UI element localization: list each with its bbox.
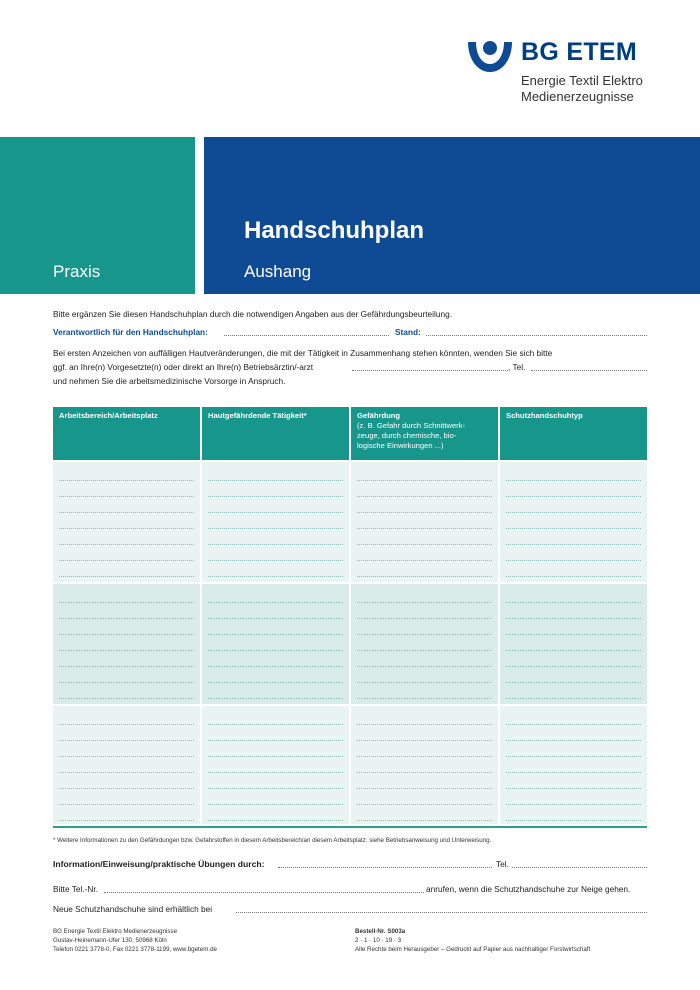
cell-entry-line xyxy=(59,496,194,497)
footer-code: 2 · 1 · 10 · 19 · 3 xyxy=(355,937,402,944)
table-cell[interactable] xyxy=(53,706,200,824)
cell-entry-line xyxy=(59,724,194,725)
cell-entry-line xyxy=(357,496,492,497)
cell-entry-line xyxy=(506,544,641,545)
doctor-paragraph-line-1: Bei ersten Anzeichen von auffälligen Hautveränderungen, die mit der Tätigkeit in Zusammenhang stehen könnten, wenden Sie sich bitte xyxy=(53,348,553,358)
cell-entry-line xyxy=(208,682,343,683)
cell-entry-line xyxy=(208,740,343,741)
cell-entry-line xyxy=(59,666,194,667)
cell-entry-line xyxy=(208,724,343,725)
cell-entry-line xyxy=(357,820,492,821)
cell-entry-line xyxy=(506,820,641,821)
cell-entry-line xyxy=(59,788,194,789)
cell-entry-line xyxy=(357,804,492,805)
doctor-tel-field[interactable] xyxy=(531,370,647,371)
cell-entry-line xyxy=(208,756,343,757)
cell-entry-line xyxy=(357,576,492,577)
bg-etem-emblem-icon xyxy=(466,40,514,74)
cell-entry-line xyxy=(59,528,194,529)
table-cell[interactable] xyxy=(500,584,647,704)
cell-entry-line xyxy=(506,602,641,603)
cell-entry-line xyxy=(506,618,641,619)
logo-line-2: Medienerzeugnisse xyxy=(521,89,634,104)
cell-entry-line xyxy=(59,480,194,481)
cell-entry-line xyxy=(59,682,194,683)
footer-rights: Alle Rechte beim Herausgeber – Gedruckt auf Papier aus nachhaltiger Forstwirtschaft xyxy=(355,946,591,953)
footer-contact: Telefon 0221 3778-0, Fax 0221 3778-1199, www.bgetem.de xyxy=(53,946,217,953)
column-header-glove-type: Schutzhandschuhtyp xyxy=(500,407,647,460)
cell-entry-line xyxy=(506,724,641,725)
cell-entry-line xyxy=(208,820,343,821)
cell-entry-line xyxy=(506,698,641,699)
cell-entry-line xyxy=(208,528,343,529)
cell-entry-line xyxy=(357,788,492,789)
responsible-label: Verantwortlich für den Handschuhplan: xyxy=(53,327,208,337)
table-cell[interactable] xyxy=(351,706,498,824)
bg-etem-logo xyxy=(466,38,686,108)
stand-field[interactable] xyxy=(426,335,647,336)
cell-entry-line xyxy=(506,756,641,757)
category-label: Praxis xyxy=(53,262,101,281)
cell-entry-line xyxy=(506,650,641,651)
cell-entry-line xyxy=(208,666,343,667)
cell-entry-line xyxy=(506,772,641,773)
doctor-field[interactable] xyxy=(352,370,508,371)
cell-entry-line xyxy=(59,756,194,757)
doctor-paragraph-line-3: und nehmen Sie die arbeitsmedizinische Vorsorge in Anspruch. xyxy=(53,376,286,386)
cell-entry-line xyxy=(506,576,641,577)
info-tel-field[interactable] xyxy=(512,867,647,868)
page-subtitle: Aushang xyxy=(244,262,312,281)
call-suffix: anrufen, wenn die Schutzhandschuhe zur Neige gehen. xyxy=(426,884,631,894)
cell-entry-line xyxy=(208,512,343,513)
intro-line: Bitte ergänzen Sie diesen Handschuhplan durch die notwendigen Angaben aus der Gefährdungsbeurteilung. xyxy=(53,309,452,319)
cell-entry-line xyxy=(506,666,641,667)
cell-entry-line xyxy=(208,698,343,699)
cell-entry-line xyxy=(357,772,492,773)
page-title: Handschuhplan xyxy=(244,217,425,244)
cell-entry-line xyxy=(59,650,194,651)
cell-entry-line xyxy=(208,618,343,619)
cell-entry-line xyxy=(357,618,492,619)
table-cell[interactable] xyxy=(202,706,349,824)
cell-entry-line xyxy=(208,634,343,635)
footer-org-name: BG Energie Textil Elektro Medienerzeugnisse xyxy=(53,928,178,935)
cell-entry-line xyxy=(59,512,194,513)
logo-brand: BG ETEM xyxy=(521,38,637,66)
cell-entry-line xyxy=(59,560,194,561)
cell-entry-line xyxy=(208,602,343,603)
cell-entry-line xyxy=(59,544,194,545)
cell-entry-line xyxy=(506,804,641,805)
table-cell[interactable] xyxy=(53,584,200,704)
cell-entry-line xyxy=(59,698,194,699)
cell-entry-line xyxy=(506,788,641,789)
cell-entry-line xyxy=(357,698,492,699)
info-field[interactable] xyxy=(278,867,492,868)
table-cell[interactable] xyxy=(500,462,647,582)
cell-entry-line xyxy=(506,480,641,481)
cell-entry-line xyxy=(208,496,343,497)
logo-line-1: Energie Textil Elektro xyxy=(521,73,643,88)
cell-entry-line xyxy=(208,788,343,789)
cell-entry-line xyxy=(357,650,492,651)
cell-entry-line xyxy=(357,666,492,667)
cell-entry-line xyxy=(59,634,194,635)
cell-entry-line xyxy=(208,560,343,561)
cell-entry-line xyxy=(59,804,194,805)
call-prefix: Bitte Tel.-Nr. xyxy=(53,884,99,894)
column-header-workplace: Arbeitsbereich/Arbeitsplatz xyxy=(53,407,200,460)
footer-order-number: Bestell-Nr. S003a xyxy=(355,928,406,935)
column-header-hazard: Gefährdung (z. B. Gefahr durch Schnittwerk- zeuge, durch chemische, bio- logische Einwirkungen ...) xyxy=(351,407,498,460)
responsible-field[interactable] xyxy=(224,335,389,336)
table-cell[interactable] xyxy=(202,462,349,582)
glove-plan-table xyxy=(53,407,647,828)
cell-entry-line xyxy=(208,650,343,651)
cell-entry-line xyxy=(506,740,641,741)
cell-entry-line xyxy=(357,634,492,635)
table-cell[interactable] xyxy=(351,462,498,582)
cell-entry-line xyxy=(357,602,492,603)
cell-entry-line xyxy=(357,528,492,529)
cell-entry-line xyxy=(59,740,194,741)
cell-entry-line xyxy=(357,512,492,513)
cell-entry-line xyxy=(59,618,194,619)
cell-entry-line xyxy=(357,724,492,725)
cell-entry-line xyxy=(208,772,343,773)
new-gloves-label: Neue Schutzhandschuhe sind erhältlich bei xyxy=(53,904,213,914)
footer-address: Gustav-Heinemann-Ufer 130, 50968 Köln xyxy=(53,937,167,944)
cell-entry-line xyxy=(506,496,641,497)
table-footnote: * Weitere Informationen zu den Gefährdungen bzw. Gefahrstoffen in diesem Arbeitsbereich/an diesem Arbeitsplatz: siehe Betriebsanweisung und Unterweisung. xyxy=(53,837,492,844)
header-band-category xyxy=(0,137,195,294)
cell-entry-line xyxy=(357,682,492,683)
cell-entry-line xyxy=(357,544,492,545)
cell-entry-line xyxy=(59,576,194,577)
cell-entry-line xyxy=(357,560,492,561)
stand-label: Stand: xyxy=(395,327,421,337)
cell-entry-line xyxy=(208,480,343,481)
cell-entry-line xyxy=(357,756,492,757)
cell-entry-line xyxy=(59,602,194,603)
header-band-title xyxy=(204,137,700,294)
cell-entry-line xyxy=(208,804,343,805)
cell-entry-line xyxy=(506,528,641,529)
info-tel-label: Tel. xyxy=(496,859,509,869)
table-cell[interactable] xyxy=(351,584,498,704)
call-number-field[interactable] xyxy=(104,892,424,893)
cell-entry-line xyxy=(506,634,641,635)
doctor-paragraph-line-2: ggf. an Ihre(n) Vorgesetzte(n) oder direkt an Ihre(n) Betriebsärztin/-arzt xyxy=(53,362,314,372)
doctor-tel-label: , Tel. xyxy=(508,362,526,372)
new-gloves-field[interactable] xyxy=(236,912,647,913)
cell-entry-line xyxy=(59,772,194,773)
cell-entry-line xyxy=(357,480,492,481)
info-label: Information/Einweisung/praktische Übungen durch: xyxy=(53,859,265,869)
table-cell[interactable] xyxy=(53,462,200,582)
table-bottom-rule xyxy=(53,826,647,828)
cell-entry-line xyxy=(59,820,194,821)
cell-entry-line xyxy=(506,512,641,513)
cell-entry-line xyxy=(208,576,343,577)
cell-entry-line xyxy=(506,682,641,683)
cell-entry-line xyxy=(357,740,492,741)
table-cell[interactable] xyxy=(202,584,349,704)
table-cell[interactable] xyxy=(500,706,647,824)
cell-entry-line xyxy=(506,560,641,561)
cell-entry-line xyxy=(208,544,343,545)
column-header-activity: Hautgefährdende Tätigkeit* xyxy=(202,407,349,460)
